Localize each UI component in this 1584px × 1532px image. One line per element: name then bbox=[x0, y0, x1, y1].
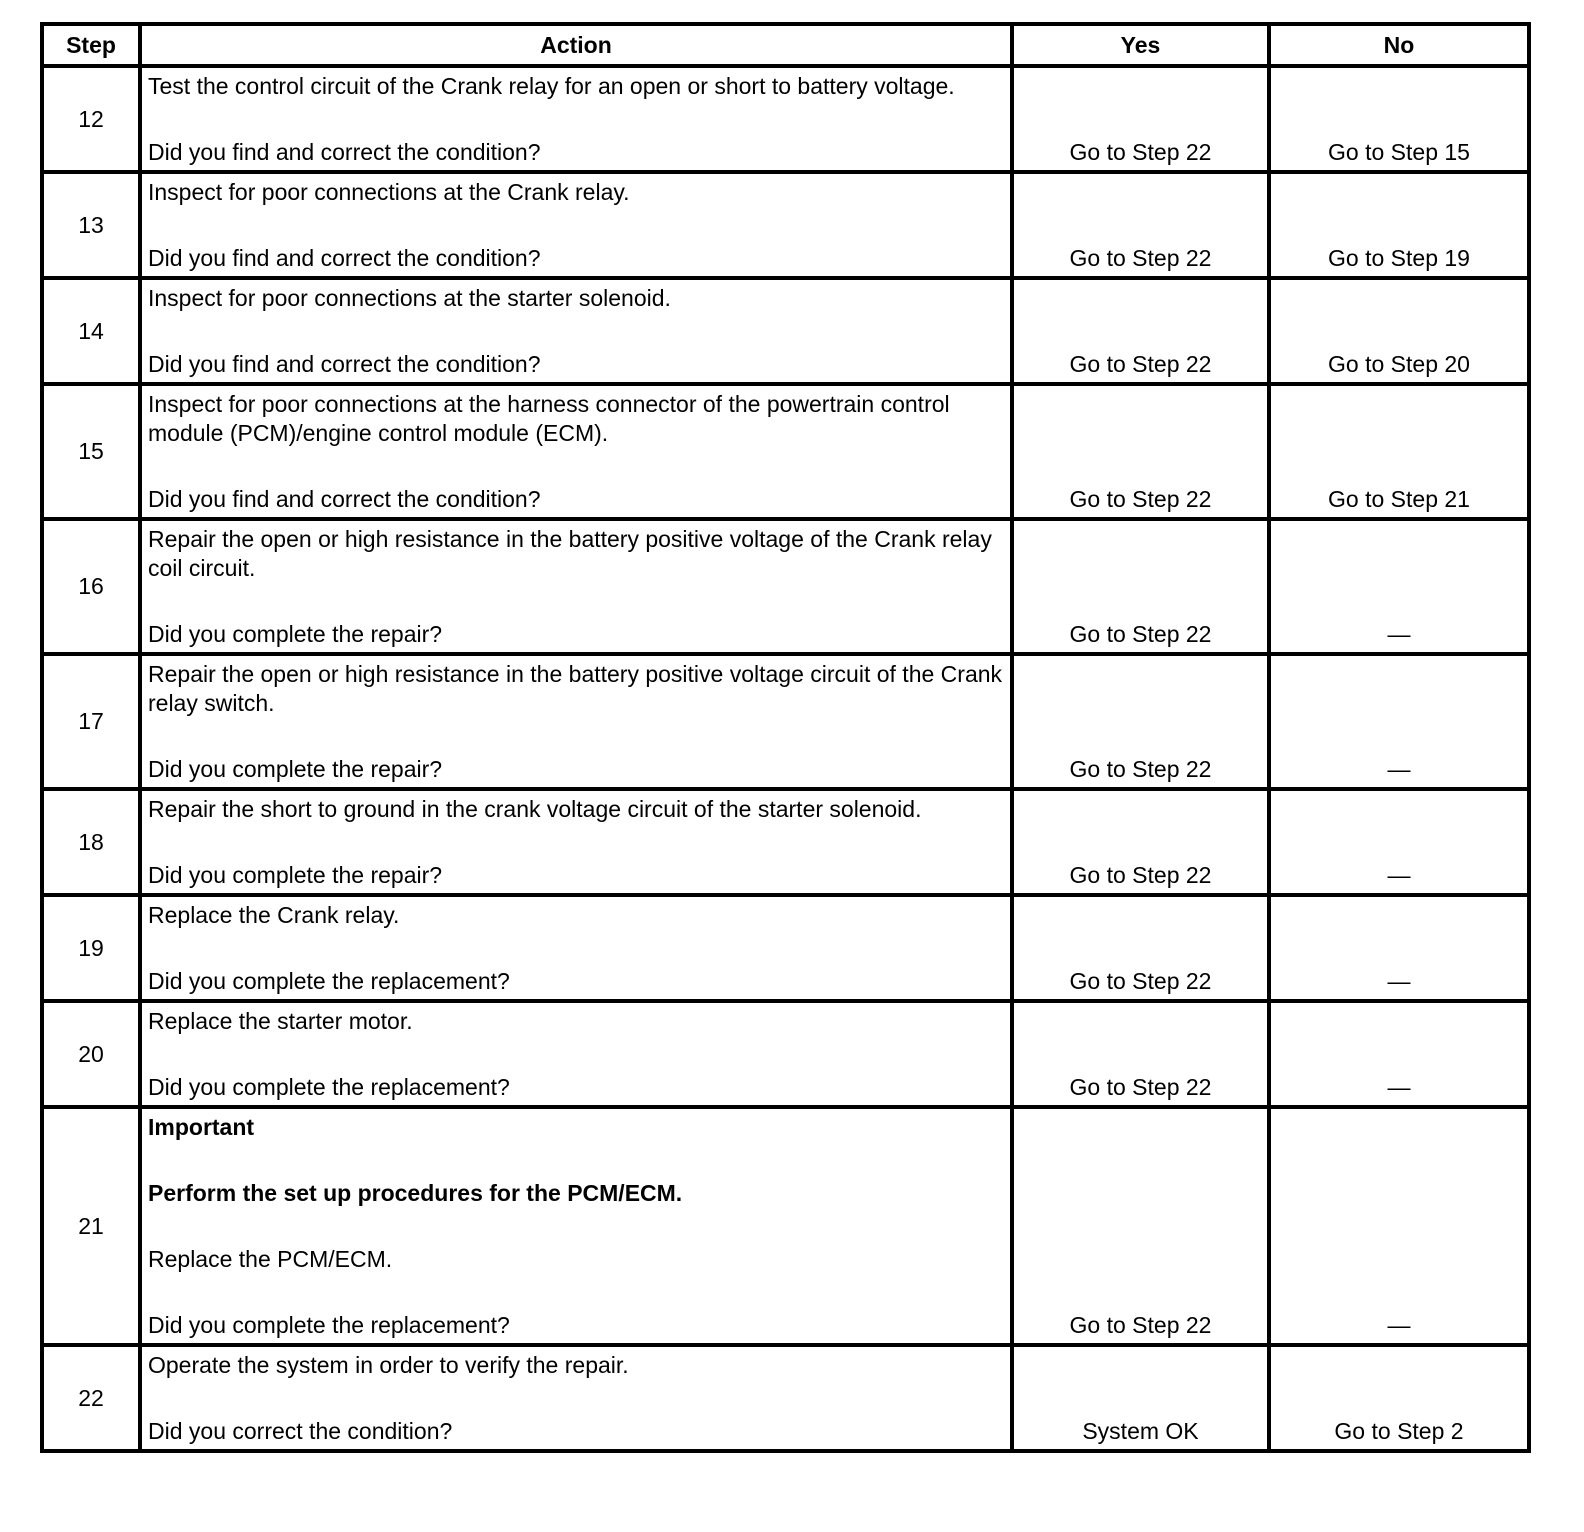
action-text: Did you find and correct the condition? bbox=[148, 139, 541, 165]
action-cell bbox=[140, 172, 1012, 278]
step-number: 18 bbox=[42, 789, 140, 895]
action-cell bbox=[140, 895, 1012, 1001]
table-row bbox=[42, 66, 1529, 172]
table-row bbox=[42, 654, 1529, 789]
table-row bbox=[42, 1001, 1529, 1107]
table-row bbox=[42, 172, 1529, 278]
step-number: 15 bbox=[42, 384, 140, 519]
no-result: — bbox=[1269, 519, 1529, 654]
no-result: Go to Step 20 bbox=[1269, 278, 1529, 384]
action-text: Inspect for poor connections at the starter solenoid. bbox=[148, 285, 671, 311]
no-result: — bbox=[1269, 789, 1529, 895]
action-text: Inspect for poor connections at the Crank relay. bbox=[148, 179, 630, 205]
header-no: No bbox=[1269, 24, 1529, 66]
action-text: Did you find and correct the condition? bbox=[148, 245, 541, 271]
yes-result: Go to Step 22 bbox=[1012, 384, 1269, 519]
action-text: Did you find and correct the condition? bbox=[148, 351, 541, 377]
action-cell bbox=[140, 1001, 1012, 1107]
no-result: Go to Step 15 bbox=[1269, 66, 1529, 172]
table-header bbox=[42, 24, 1529, 66]
action-text: Operate the system in order to verify the repair. bbox=[148, 1352, 629, 1378]
action-text: Replace the Crank relay. bbox=[148, 902, 400, 928]
action-text: Did you correct the condition? bbox=[148, 1418, 453, 1444]
step-number: 17 bbox=[42, 654, 140, 789]
action-text: Replace the starter motor. bbox=[148, 1008, 413, 1034]
action-cell bbox=[140, 384, 1012, 519]
header-step: Step bbox=[42, 24, 140, 66]
yes-result: Go to Step 22 bbox=[1012, 172, 1269, 278]
no-result: — bbox=[1269, 1107, 1529, 1345]
no-result: Go to Step 21 bbox=[1269, 384, 1529, 519]
action-cell bbox=[140, 278, 1012, 384]
action-text: Did you complete the repair? bbox=[148, 621, 443, 647]
no-result: Go to Step 19 bbox=[1269, 172, 1529, 278]
step-number: 20 bbox=[42, 1001, 140, 1107]
action-cell bbox=[140, 66, 1012, 172]
step-number: 13 bbox=[42, 172, 140, 278]
action-cell bbox=[140, 654, 1012, 789]
table-body bbox=[42, 66, 1529, 1451]
action-text: Repair the short to ground in the crank voltage circuit of the starter solenoid. bbox=[148, 796, 922, 822]
yes-result: Go to Step 22 bbox=[1012, 1107, 1269, 1345]
header-row bbox=[42, 24, 1529, 66]
table-row bbox=[42, 384, 1529, 519]
action-cell bbox=[140, 1345, 1012, 1451]
action-text: Perform the set up procedures for the PCM/ECM. bbox=[148, 1180, 683, 1206]
step-number: 12 bbox=[42, 66, 140, 172]
action-text: Did you complete the replacement? bbox=[148, 968, 510, 994]
no-result: — bbox=[1269, 1001, 1529, 1107]
step-number: 19 bbox=[42, 895, 140, 1001]
no-result: — bbox=[1269, 654, 1529, 789]
yes-result: Go to Step 22 bbox=[1012, 278, 1269, 384]
action-text: Important bbox=[148, 1114, 255, 1140]
action-text: Did you complete the replacement? bbox=[148, 1074, 510, 1100]
no-result: — bbox=[1269, 895, 1529, 1001]
table-row bbox=[42, 278, 1529, 384]
action-text: Did you find and correct the condition? bbox=[148, 486, 541, 512]
action-text: Inspect for poor connections at the harness connector of the powertrain control module (PCM)/engine control module (ECM). bbox=[148, 391, 950, 446]
step-number: 14 bbox=[42, 278, 140, 384]
yes-result: Go to Step 22 bbox=[1012, 1001, 1269, 1107]
header-yes: Yes bbox=[1012, 24, 1269, 66]
action-text: Test the control circuit of the Crank relay for an open or short to battery voltage. bbox=[148, 73, 955, 99]
yes-result: Go to Step 22 bbox=[1012, 654, 1269, 789]
table-row bbox=[42, 1107, 1529, 1345]
action-text: Replace the PCM/ECM. bbox=[148, 1246, 393, 1272]
table-row bbox=[42, 895, 1529, 1001]
table-row bbox=[42, 789, 1529, 895]
action-cell bbox=[140, 1107, 1012, 1345]
yes-result: System OK bbox=[1012, 1345, 1269, 1451]
action-cell bbox=[140, 789, 1012, 895]
table-row bbox=[42, 519, 1529, 654]
table-row bbox=[42, 1345, 1529, 1451]
action-cell bbox=[140, 519, 1012, 654]
step-number: 21 bbox=[42, 1107, 140, 1345]
action-text: Did you complete the replacement? bbox=[148, 1312, 510, 1338]
action-text: Did you complete the repair? bbox=[148, 756, 443, 782]
action-text: Repair the open or high resistance in the battery positive voltage of the Crank relay coil circuit. bbox=[148, 526, 992, 581]
yes-result: Go to Step 22 bbox=[1012, 519, 1269, 654]
action-text: Repair the open or high resistance in the battery positive voltage circuit of the Crank relay switch. bbox=[148, 661, 1003, 716]
yes-result: Go to Step 22 bbox=[1012, 66, 1269, 172]
action-text: Did you complete the repair? bbox=[148, 862, 443, 888]
yes-result: Go to Step 22 bbox=[1012, 895, 1269, 1001]
step-number: 22 bbox=[42, 1345, 140, 1451]
diagnostic-table bbox=[40, 22, 1531, 1453]
no-result: Go to Step 2 bbox=[1269, 1345, 1529, 1451]
step-number: 16 bbox=[42, 519, 140, 654]
header-action: Action bbox=[140, 24, 1012, 66]
yes-result: Go to Step 22 bbox=[1012, 789, 1269, 895]
